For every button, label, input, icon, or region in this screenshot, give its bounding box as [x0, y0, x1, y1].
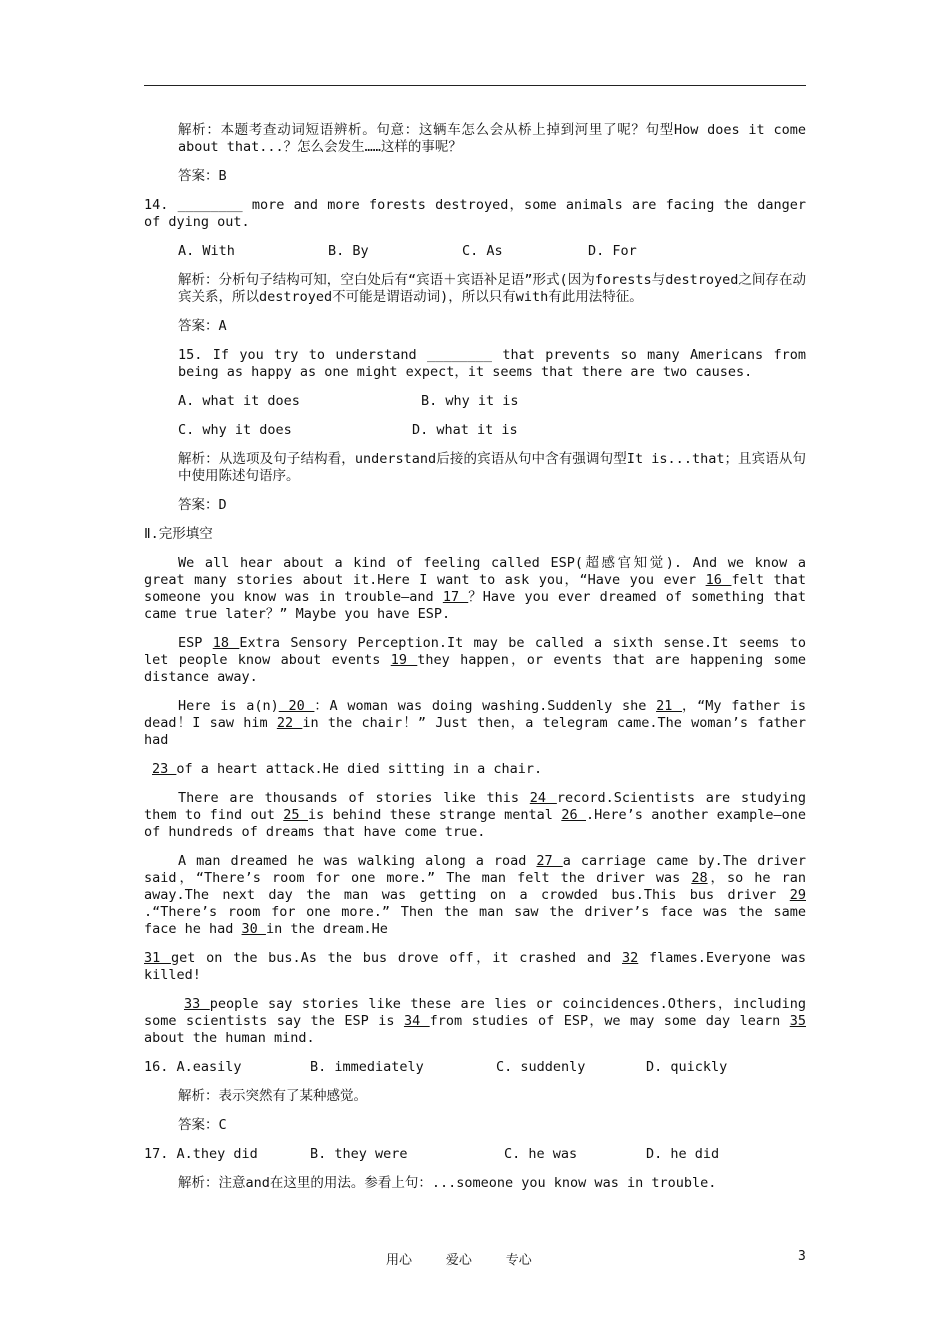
text-run: from studies of ESP，we may some day learn [429, 1013, 790, 1029]
text-run: ESP [178, 635, 213, 651]
text-run: Here is a(n) [178, 698, 279, 714]
text-run: a carriage came by.The driver said，“There’s room for one more.” The man felt the driver was [144, 853, 806, 886]
blank-24: 24 [529, 790, 557, 806]
blank-18: 18 [212, 635, 240, 651]
text-run: ，“My father is dead！I saw him [144, 698, 806, 731]
q17-option-c: C. he was [504, 1146, 578, 1162]
q14-analysis: 解析：分析句子结构可知，空白处后有“宾语＋宾语补足语”形式(因为forests与destroyed之间存在动宾关系，所以destroyed不可能是谓语动词)，所以只有with有此用法特征。 [178, 272, 806, 305]
text-run: ？Have you ever dreamed of something that came true later？” Maybe you have ESP. [144, 589, 806, 622]
blank-30: 30 [241, 921, 266, 937]
passage-paragraph-3b [144, 761, 806, 778]
blank-35: 35 [789, 1013, 806, 1029]
q15-option-a: A. what it does [178, 393, 300, 409]
q17-option-a: 17. A.they did [144, 1146, 258, 1162]
footer-motto: 爱心 [445, 1253, 472, 1268]
blank-29: 29 [789, 887, 806, 903]
q15-option-c: C. why it does [178, 422, 292, 438]
q15-answer: 答案：D [178, 497, 227, 513]
q15-options-row2 [144, 422, 806, 439]
page-number: 3 [798, 1249, 806, 1264]
q17-option-d: D. he did [646, 1146, 720, 1162]
text-run: We all hear about a kind of feeling called ESP(超感官知觉). And we know a great many stories about it.Here I want to ask you，“Have you ever [144, 555, 806, 588]
blank-32: 32 [621, 950, 639, 966]
passage-paragraph-5 [144, 853, 806, 938]
q15-option-d: D. what it is [412, 422, 518, 438]
q16-analysis: 解析：表示突然有了某种感觉。 [178, 1088, 367, 1104]
blank-26: 26 [561, 807, 586, 823]
blank-33: 33 [184, 996, 210, 1012]
q16-option-c: C. suddenly [496, 1059, 586, 1075]
q14-option-c: C. As [462, 243, 503, 259]
q15-option-b: B. why it is [421, 393, 519, 409]
text-run: felt that someone you know was in trouble—and [144, 572, 807, 605]
text-run: they happen，or events that are happening some distance away. [144, 652, 807, 685]
text-run: Extra Sensory Perception.It may be called a sixth sense.It seems to let people know about events [144, 635, 807, 668]
text-run: in the chair！” Just then，a telegram came.The woman’s father had [144, 715, 806, 748]
q17-option-b: B. they were [310, 1146, 408, 1162]
footer-mottos [386, 1249, 558, 1268]
q16-option-a: 16. A.easily [144, 1059, 242, 1075]
passage-paragraph-6 [144, 996, 806, 1047]
passage-paragraph-4 [144, 790, 806, 841]
blank-19: 19 [390, 652, 418, 668]
q14-stem: 14. ________ more and more forests destroyed，some animals are facing the danger of dying out. [144, 197, 806, 230]
q16-option-d: D. quickly [646, 1059, 728, 1075]
q14-option-b: B. By [328, 243, 369, 259]
blank-22: 22 [276, 715, 303, 731]
page-content [144, 122, 806, 1204]
q17-options [144, 1146, 806, 1163]
q16-option-b: B. immediately [310, 1059, 424, 1075]
text-run: ：A woman was doing washing.Suddenly she [314, 698, 657, 714]
text-run: .“There’s room for one more.” Then the man saw the driver’s face was the same face he had [144, 904, 806, 937]
blank-34: 34 [403, 1013, 430, 1029]
blank-25: 25 [283, 807, 308, 823]
text-run: flames.Everyone was killed! [144, 950, 806, 983]
section-title: Ⅱ.完形填空 [144, 526, 213, 542]
q13-analysis: 解析：本题考查动词短语辨析。句意：这辆车怎么会从桥上掉到河里了呢？句型How does it come about that...？怎么会发生……这样的事呢？ [178, 122, 806, 155]
blank-21: 21 [656, 698, 683, 714]
q15-stem: 15. If you try to understand ________ that prevents so many Americans from being as happy as one might expect，it seems that there are two causes. [178, 347, 806, 380]
header-rule [144, 85, 806, 86]
q15-options-row1 [144, 393, 806, 410]
blank-31: 31 [144, 950, 171, 966]
text-run: A man dreamed he was walking along a road [178, 853, 537, 869]
text-run: of a heart attack.He died sitting in a chair. [176, 761, 543, 777]
text-run: is behind these strange mental [307, 807, 562, 823]
text-run: record.Scientists are studying them to find out [144, 790, 806, 823]
text-run: ，so he ran away.The next day the man was getting on a crowded bus.This bus driver [144, 870, 806, 903]
q17-analysis: 解析：注意and在这里的用法。参看上句：...someone you know was in trouble. [178, 1175, 717, 1191]
q14-options [144, 243, 806, 260]
text-run: in the dream.He [265, 921, 388, 937]
q13-answer: 答案：B [178, 168, 227, 184]
text-run: about the human mind. [144, 1030, 315, 1046]
passage-paragraph-1 [144, 555, 806, 623]
blank-28: 28 [691, 870, 708, 886]
q16-answer: 答案：C [178, 1117, 227, 1133]
text-run: There are thousands of stories like this [178, 790, 530, 806]
blank-16: 16 [705, 572, 732, 588]
blank-23: 23 [152, 761, 177, 777]
text-run: .Here’s another example—one of hundreds of dreams that have come true. [144, 807, 807, 840]
q14-option-a: A. With [178, 243, 235, 259]
passage-paragraph-5b [144, 950, 806, 984]
q16-options [144, 1059, 806, 1076]
text-run: get on the bus.As the bus drove off，it crashed and [170, 950, 622, 966]
q15-analysis: 解析：从选项及句子结构看，understand后接的宾语从句中含有强调句型It is...that；且宾语从句中使用陈述句语序。 [178, 451, 806, 484]
q14-answer: 答案：A [178, 318, 227, 334]
blank-20: 20 [278, 698, 315, 714]
passage-paragraph-2 [144, 635, 806, 686]
blank-17: 17 [442, 589, 469, 605]
text-run: people say stories like these are lies or coincidences.Others，including some scientists say the ESP is [144, 996, 806, 1029]
footer-motto: 用心 [386, 1253, 413, 1268]
footer-motto: 专心 [505, 1253, 532, 1268]
blank-27: 27 [536, 853, 563, 869]
q14-option-d: D. For [588, 243, 637, 259]
passage-paragraph-3 [144, 698, 806, 749]
